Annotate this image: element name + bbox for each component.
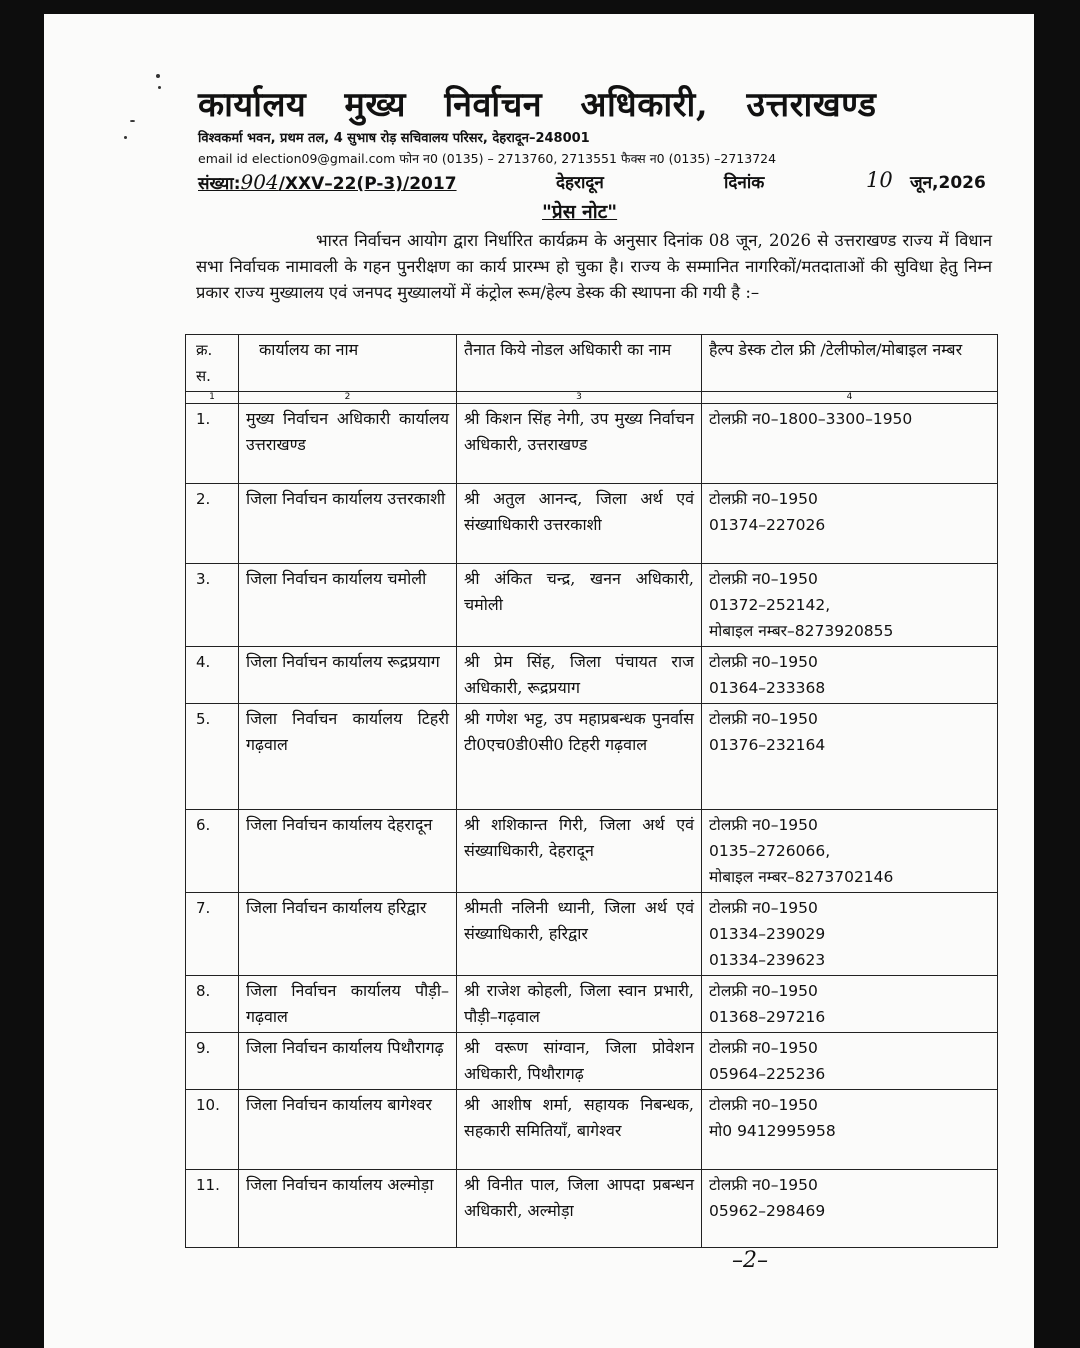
phone-line: टोलफ्री न0–1950 <box>709 1176 818 1194</box>
phone-line: टोलफ्री न0–1950 <box>709 899 818 917</box>
reference-prefix: संख्या: <box>198 174 241 194</box>
row-serial: 6. <box>186 810 239 893</box>
intro-paragraph: भारत निर्वाचन आयोग द्वारा निर्धारित कार्यक्रम के अनुसार दिनांक 08 जून, 2026 से उत्तराखण्ड राज्य में विधान सभा निर्वाचक नामावली के गहन पुनरीक्षण का कार्य प्रारम्भ हो चुका है। राज्य के सम्मानित नागरिकों/मतदाताओं की सुविधा हेतु निम्न प्रकार राज्य मुख्यालय एवं जनपद मुख्यालयों में कंट्रोल रूम/हेल्प डेस्क की स्थापना की गयी है :– <box>196 231 992 302</box>
phone-line: टोलफ्री न0–1950 <box>709 570 818 588</box>
scan-speck <box>124 136 127 139</box>
row-serial: 7. <box>186 893 239 976</box>
phone-line: 01376–232164 <box>709 736 826 754</box>
phone-line: टोलफ्री न0–1950 <box>709 816 818 834</box>
row-officer: श्री प्रेम सिंह, जिला पंचायत राज अधिकारी, रूद्रप्रयाग <box>457 647 702 704</box>
reference-place: देहरादून <box>556 173 604 193</box>
phone-line: 01368–297216 <box>709 1008 826 1026</box>
reference-suffix: /XXV–22(P-3)/2017 <box>278 174 457 194</box>
helpdesk-table <box>185 334 998 1248</box>
phone-line: 05962–298469 <box>709 1202 826 1220</box>
table-row <box>186 564 998 647</box>
row-officer: श्री अतुल आनन्द, जिला अर्थ एवं संख्याधिकारी उत्तरकाशी <box>457 484 702 564</box>
table-row <box>186 404 998 484</box>
office-address: विश्वकर्मा भवन, प्रथम तल, 4 सुभाष रोड़ सचिवालय परिसर, देहरादून–248001 <box>198 131 590 146</box>
row-phone <box>702 704 998 810</box>
column-number: 2 <box>239 392 457 404</box>
office-contact: email id election09@gmail.com फोन न0 (0135) – 2713760, 2713551 फैक्स न0 (0135) –2713724 <box>198 151 777 166</box>
phone-line: टोलफ्री न0–1950 <box>709 653 818 671</box>
page-number: –2– <box>732 1248 768 1273</box>
row-phone <box>702 564 998 647</box>
row-officer: श्री गणेश भट्ट, उप महाप्रबन्धक पुनर्वास टी0एच0डी0सी0 टिहरी गढ़वाल <box>457 704 702 810</box>
table-row <box>186 484 998 564</box>
row-serial: 3. <box>186 564 239 647</box>
row-officer: श्री अंकित चन्द्र, खनन अधिकारी, चमोली <box>457 564 702 647</box>
table-row <box>186 704 998 810</box>
row-office: जिला निर्वाचन कार्यालय पौड़ी–गढ़वाल <box>239 976 457 1033</box>
row-serial: 5. <box>186 704 239 810</box>
phone-line: 01334–239623 <box>709 951 826 969</box>
row-serial: 4. <box>186 647 239 704</box>
table-row <box>186 647 998 704</box>
date-day-handwritten: 10 <box>866 168 893 192</box>
column-number: 4 <box>702 392 998 404</box>
row-office: जिला निर्वाचन कार्यालय देहरादून <box>239 810 457 893</box>
table-row <box>186 1090 998 1170</box>
row-office: मुख्य निर्वाचन अधिकारी कार्यालय उत्तराखण्ड <box>239 404 457 484</box>
row-serial: 10. <box>186 1090 239 1170</box>
row-phone <box>702 404 998 484</box>
row-officer: श्री विनीत पाल, जिला आपदा प्रबन्धन अधिकारी, अल्मोड़ा <box>457 1170 702 1248</box>
phone-line: मोबाइल नम्बर–8273702146 <box>709 868 894 886</box>
row-office: जिला निर्वाचन कार्यालय चमोली <box>239 564 457 647</box>
row-office: जिला निर्वाचन कार्यालय बागेश्वर <box>239 1090 457 1170</box>
row-phone <box>702 893 998 976</box>
row-officer: श्री वरूण सांग्वान, जिला प्रोवेशन अधिकारी, पिथौरागढ़ <box>457 1033 702 1090</box>
table-row <box>186 976 998 1033</box>
row-officer: श्री आशीष शर्मा, सहायक निबन्धक, सहकारी समितियॉं, बागेश्वर <box>457 1090 702 1170</box>
reference-number <box>198 170 457 194</box>
row-phone <box>702 484 998 564</box>
row-phone <box>702 1170 998 1248</box>
row-serial: 8. <box>186 976 239 1033</box>
header-phone: हैल्प डेस्क टोल फ्री /टेलीफोल/मोबाइल नम्बर <box>702 335 998 392</box>
scan-speck <box>156 74 160 78</box>
table-row <box>186 1033 998 1090</box>
date-month-year: जून,2026 <box>910 173 986 193</box>
phone-line: टोलफ्री न0–1950 <box>709 1096 818 1114</box>
row-phone <box>702 647 998 704</box>
table-header-row <box>186 335 998 392</box>
phone-line: टोलफ्री न0–1950 <box>709 710 818 728</box>
phone-line: मोबाइल नम्बर–8273920855 <box>709 622 894 640</box>
phone-line: 01372–252142, <box>709 596 831 614</box>
scan-speck <box>130 120 135 122</box>
row-office: जिला निर्वाचन कार्यालय हरिद्वार <box>239 893 457 976</box>
phone-line: टोलफ्री न0–1800–3300–1950 <box>709 410 913 428</box>
row-phone <box>702 1090 998 1170</box>
phone-line: टोलफ्री न0–1950 <box>709 982 818 1000</box>
table-row <box>186 1170 998 1248</box>
row-office: जिला निर्वाचन कार्यालय पिथौरागढ़ <box>239 1033 457 1090</box>
document-page <box>44 14 1034 1348</box>
row-phone <box>702 976 998 1033</box>
phone-line: 01374–227026 <box>709 516 826 534</box>
header-office: कार्यालय का नाम <box>239 335 457 392</box>
phone-line: 01334–239029 <box>709 925 826 943</box>
row-phone <box>702 810 998 893</box>
phone-line: 0135–2726066, <box>709 842 831 860</box>
row-office: जिला निर्वाचन कार्यालय टिहरी गढ़वाल <box>239 704 457 810</box>
header-officer: तैनात किये नोडल अधिकारी का नाम <box>457 335 702 392</box>
row-officer: श्री किशन सिंह नेगी, उप मुख्य निर्वाचन अधिकारी, उत्तराखण्ड <box>457 404 702 484</box>
phone-line: 01364–233368 <box>709 679 826 697</box>
office-title: कार्यालय मुख्य निर्वाचन अधिकारी, उत्तराखण्ड <box>198 85 877 125</box>
row-office: जिला निर्वाचन कार्यालय उत्तरकाशी <box>239 484 457 564</box>
row-phone <box>702 1033 998 1090</box>
row-office: जिला निर्वाचन कार्यालय अल्मोड़ा <box>239 1170 457 1248</box>
row-officer: श्री राजेश कोहली, जिला स्वान प्रभारी, पौड़ी–गढ़वाल <box>457 976 702 1033</box>
table-body <box>186 404 998 1248</box>
phone-line: 05964–225236 <box>709 1065 826 1083</box>
header-serial: क्र. स. <box>186 335 239 392</box>
row-officer: श्रीमती नलिनी ध्यानी, जिला अर्थ एवं संख्याधिकारी, हरिद्वार <box>457 893 702 976</box>
phone-line: टोलफ्री न0–1950 <box>709 1039 818 1057</box>
table-row <box>186 810 998 893</box>
row-office: जिला निर्वाचन कार्यालय रूद्रप्रयाग <box>239 647 457 704</box>
date-label: दिनांक <box>724 173 765 193</box>
table-row <box>186 893 998 976</box>
column-number: 3 <box>457 392 702 404</box>
column-number: 1 <box>186 392 239 404</box>
column-number-row <box>186 392 998 404</box>
press-note-heading: "प्रेस नोट" <box>542 201 618 223</box>
row-serial: 1. <box>186 404 239 484</box>
row-officer: श्री शशिकान्त गिरी, जिला अर्थ एवं संख्याधिकारी, देहरादून <box>457 810 702 893</box>
row-serial: 9. <box>186 1033 239 1090</box>
row-serial: 2. <box>186 484 239 564</box>
reference-handwritten-number: 904 <box>240 170 279 194</box>
phone-line: मो0 9412995958 <box>709 1122 836 1140</box>
scan-speck <box>158 86 161 89</box>
phone-line: टोलफ्री न0–1950 <box>709 490 818 508</box>
row-serial: 11. <box>186 1170 239 1248</box>
